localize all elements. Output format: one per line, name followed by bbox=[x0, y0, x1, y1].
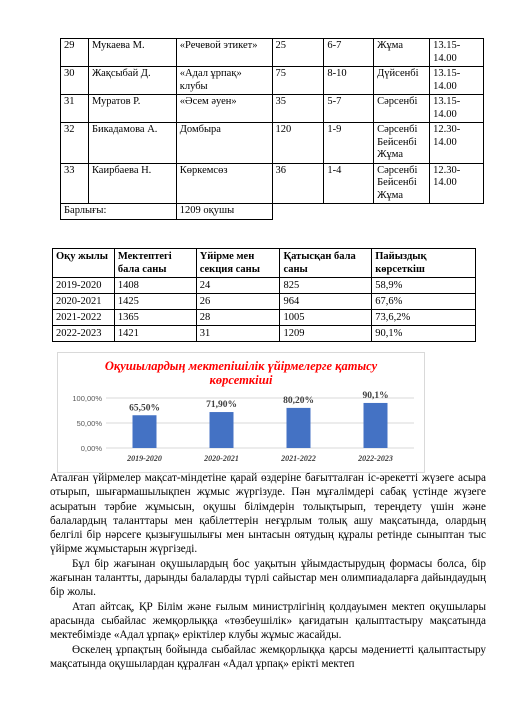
column-header: Үйірме мен секция саны bbox=[196, 249, 280, 278]
paragraph: Аталған үйірмелер мақсат-міндетіне қарай өздеріне бағытталған іс-әрекетті жүзеге асыра отырып, шығармашылықпен жұмыс жүргізуде. Пән мұғалімдері сабақ үстінде жүзеге асыратын тәрбие жұмысын, оқушы білімдерін толықтырып, тереңдету үшін және балалардың таланттары мен қабілеттерін неғұрлым толық ашу мақсатында, олардың белгілі бір нәрсеге қызығушылығы мен ынтасын оятудың құралы ретінде сыныптан тыс үйірме жұмыстарын жүргізеді. bbox=[50, 472, 486, 556]
percent-cell: 67,6% bbox=[372, 294, 476, 310]
row-number: 32 bbox=[61, 123, 89, 164]
club-name: Көркемсөз bbox=[176, 163, 272, 204]
x-tick-label: 2020-2021 bbox=[204, 454, 239, 463]
time: 13.15-14.00 bbox=[430, 67, 484, 95]
table-row bbox=[61, 163, 484, 204]
row-number: 29 bbox=[61, 39, 89, 67]
grades: 8-10 bbox=[324, 67, 374, 95]
data-label: 65,50% bbox=[129, 403, 160, 414]
x-tick-label: 2022-2023 bbox=[358, 454, 393, 463]
column-header: Мектептегі бала саны bbox=[114, 249, 196, 278]
total-value: 1209 оқушы bbox=[176, 204, 272, 220]
chart-title-line: көрсеткіші bbox=[209, 373, 273, 387]
table-row bbox=[61, 123, 484, 164]
table-row bbox=[61, 95, 484, 123]
paragraph: Атап айтсақ, ҚР Білім және ғылым министрлігінің қолдауымен мектеп оқушылары арасында сыбайлас жемқорлыққа «төзбеушілік» қағидатын қалыптастыру мақсатында мектебімізде «Адал ұрпақ» еріктілер клубы жұмыс жасайды. bbox=[50, 600, 486, 642]
participant-count-cell: 825 bbox=[280, 278, 372, 294]
year-cell: 2020-2021 bbox=[53, 294, 115, 310]
day: Сәрсенбі bbox=[374, 95, 430, 123]
grades: 5-7 bbox=[324, 95, 374, 123]
teacher-name: Каирбаева Н. bbox=[88, 163, 176, 204]
total-row bbox=[61, 204, 484, 220]
y-tick-label: 50,00% bbox=[76, 419, 102, 428]
percent-cell: 73,6,2% bbox=[372, 310, 476, 326]
chart-title-line: Оқушылардың мектепішілік үйірмелерге қатысу bbox=[104, 359, 378, 373]
body-text bbox=[50, 471, 486, 671]
school-count-cell: 1421 bbox=[114, 326, 196, 342]
club-name: «Әсем әуен» bbox=[176, 95, 272, 123]
student-count: 35 bbox=[272, 95, 324, 123]
participant-count-cell: 1209 bbox=[280, 326, 372, 342]
bar bbox=[133, 415, 157, 448]
x-tick-label: 2021-2022 bbox=[281, 454, 316, 463]
teacher-name: Бикадамова А. bbox=[88, 123, 176, 164]
chart-title bbox=[105, 359, 378, 387]
row-number: 30 bbox=[61, 67, 89, 95]
teacher-name: Жақсыбай Д. bbox=[88, 67, 176, 95]
column-header: Оқу жылы bbox=[53, 249, 115, 278]
table-row bbox=[61, 39, 484, 67]
percent-cell: 90,1% bbox=[372, 326, 476, 342]
day: Сәрсенбі Бейсенбі Жұма bbox=[374, 163, 430, 204]
teacher-name: Мукаева М. bbox=[88, 39, 176, 67]
teacher-name: Муратов Р. bbox=[88, 95, 176, 123]
y-tick-label: 0,00% bbox=[80, 444, 102, 453]
student-count: 25 bbox=[272, 39, 324, 67]
time: 12.30-14.00 bbox=[430, 123, 484, 164]
day: Дүйсенбі bbox=[374, 67, 430, 95]
data-label: 90,1% bbox=[362, 390, 389, 401]
year-cell: 2021-2022 bbox=[53, 310, 115, 326]
club-count-cell: 26 bbox=[196, 294, 280, 310]
club-name: «Речевой этикет» bbox=[176, 39, 272, 67]
year-cell: 2019-2020 bbox=[53, 278, 115, 294]
club-count-cell: 24 bbox=[196, 278, 280, 294]
table-row bbox=[53, 326, 476, 342]
student-count: 120 bbox=[272, 123, 324, 164]
day: Жұма bbox=[374, 39, 430, 67]
header-row bbox=[53, 249, 476, 278]
x-tick-label: 2019-2020 bbox=[127, 454, 162, 463]
paragraph: Бұл бір жағынан оқушылардың бос уақытын ұйымдастырудың формасы болса, бір жағынан талантты, дарынды балаларды түрлі сайыстар мен олимпиадаларға дайындаудың бір жолы. bbox=[50, 557, 486, 599]
clubs-table bbox=[60, 38, 484, 220]
column-header: Пайыздық көрсеткіш bbox=[372, 249, 476, 278]
chart-canvas bbox=[58, 353, 424, 472]
bar bbox=[364, 403, 388, 448]
school-count-cell: 1425 bbox=[114, 294, 196, 310]
data-label: 71,90% bbox=[206, 400, 237, 411]
participation-chart bbox=[57, 352, 425, 473]
bar bbox=[287, 408, 311, 448]
grades: 1-9 bbox=[324, 123, 374, 164]
table-row bbox=[61, 67, 484, 95]
table-row bbox=[53, 294, 476, 310]
stats-table bbox=[52, 248, 476, 342]
row-number: 33 bbox=[61, 163, 89, 204]
club-count-cell: 28 bbox=[196, 310, 280, 326]
table-row bbox=[53, 310, 476, 326]
grades: 1-4 bbox=[324, 163, 374, 204]
table-row bbox=[53, 278, 476, 294]
student-count: 36 bbox=[272, 163, 324, 204]
percent-cell: 58,9% bbox=[372, 278, 476, 294]
school-count-cell: 1408 bbox=[114, 278, 196, 294]
grades: 6-7 bbox=[324, 39, 374, 67]
day: Сәрсенбі Бейсенбі Жұма bbox=[374, 123, 430, 164]
y-tick-label: 100,00% bbox=[72, 394, 102, 403]
participant-count-cell: 1005 bbox=[280, 310, 372, 326]
student-count: 75 bbox=[272, 67, 324, 95]
participant-count-cell: 964 bbox=[280, 294, 372, 310]
club-count-cell: 31 bbox=[196, 326, 280, 342]
time: 13.15-14.00 bbox=[430, 39, 484, 67]
year-cell: 2022-2023 bbox=[53, 326, 115, 342]
bar bbox=[210, 412, 234, 448]
school-count-cell: 1365 bbox=[114, 310, 196, 326]
total-label: Барлығы: bbox=[61, 204, 177, 220]
data-label: 80,20% bbox=[283, 395, 314, 406]
paragraph: Өскелең ұрпақтың бойында сыбайлас жемқорлыққа қарсы мәдениетті қалыптастыру мақсатында оқушылардан құралған «Адал ұрпақ» ерікті мектеп bbox=[50, 643, 486, 670]
club-name: Домбыра bbox=[176, 123, 272, 164]
time: 12.30-14.00 bbox=[430, 163, 484, 204]
row-number: 31 bbox=[61, 95, 89, 123]
club-name: «Адал ұрпақ» клубы bbox=[176, 67, 272, 95]
time: 13.15-14.00 bbox=[430, 95, 484, 123]
column-header: Қатысқан бала саны bbox=[280, 249, 372, 278]
